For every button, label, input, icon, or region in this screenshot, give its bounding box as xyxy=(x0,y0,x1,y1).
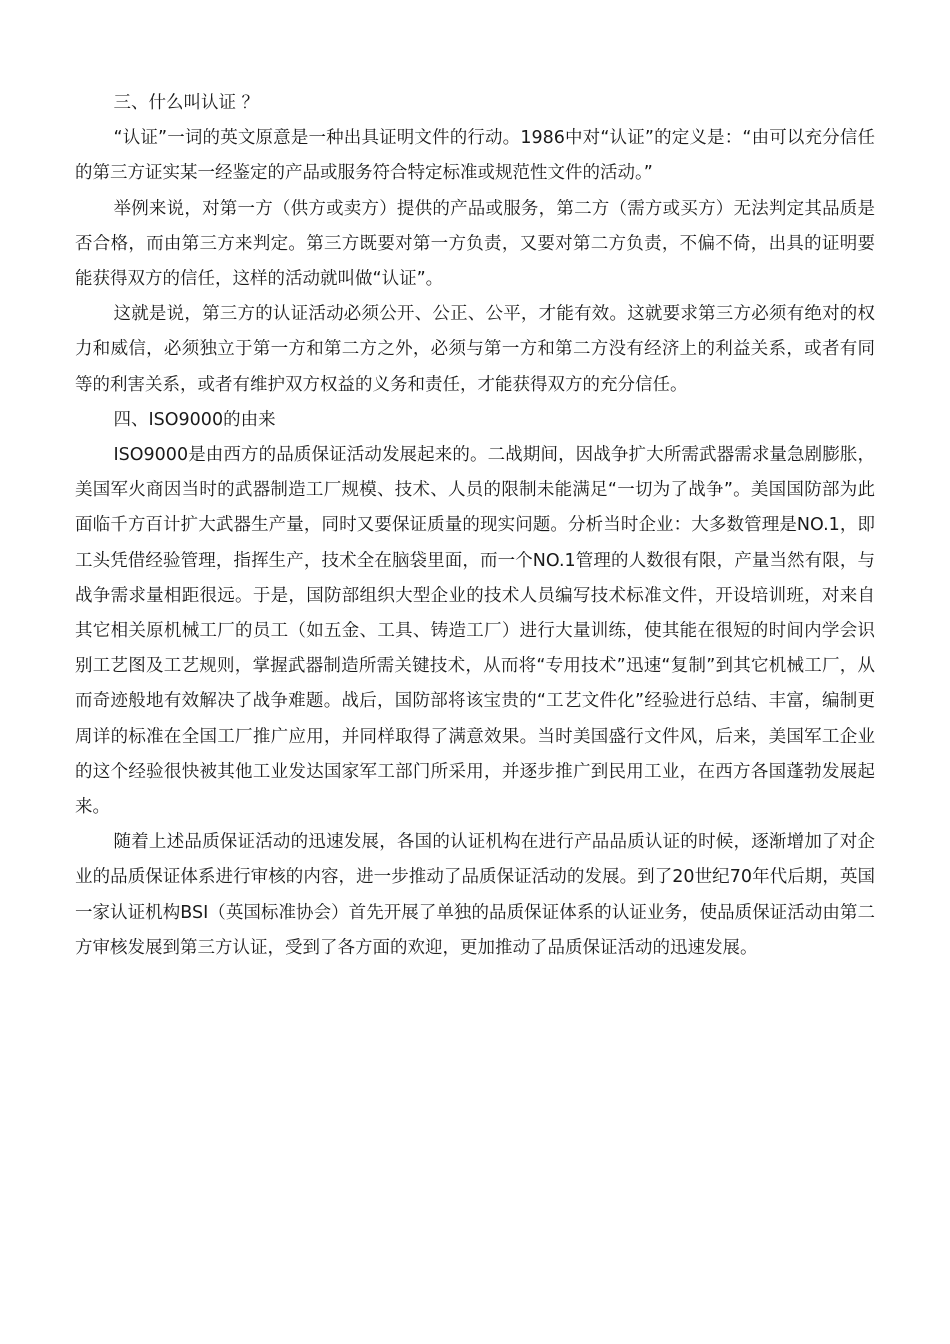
section-3-paragraph-1: “认证”一词的英文原意是一种出具证明文件的行动。1986中对“认证”的定义是：“由可以充分信任的第三方证实某一经鉴定的产品或服务符合特定标准或规范性文件的活动。” xyxy=(75,128,875,184)
section-4-paragraph-1: ISO9000是由西方的品质保证活动发展起来的。二战期间，因战争扩大所需武器需求量急剧膨胀，美国军火商因当时的武器制造工厂规模、技术、人员的限制未能满足“一切为了战争”。美国国防部为此面临千方百计扩大武器生产量，同时又要保证质量的现实问题。分析当时企业：大多数管理是NO.1，即工头凭借经验管理，指挥生产，技术全在脑袋里面，而一个NO.1管理的人数很有限，产量当然有限，与战争需求量相距很远。于是，国防部组织大型企业的技术人员编写技术标准文件，开设培训班，对来自其它相关原机械工厂的员工（如五金、工具、铸造工厂）进行大量训练，使其能在很短的时间内学会识别工艺图及工艺规则，掌握武器制造所需关键技术，从而将“专用技术”迅速“复制”到其它机械工厂，从而奇迹般地有效解决了战争难题。战后，国防部将该宝贵的“工艺文件化”经验进行总结、丰富，编制更周详的标准在全国工厂推广应用，并同样取得了满意效果。当时美国盛行文件风，后来，美国军工企业的这个经验很快被其他工业发达国家军工部门所采用，并逐步推广到民用工业，在西方各国蓬勃发展起来。 xyxy=(75,445,875,818)
section-3-paragraph-3: 这就是说，第三方的认证活动必须公开、公正、公平，才能有效。这就要求第三方必须有绝对的权力和威信，必须独立于第一方和第二方之外，必须与第一方和第二方没有经济上的利益关系，或者有同等的利害关系，或者有维护双方权益的义务和责任，才能获得双方的充分信任。 xyxy=(75,304,875,395)
document-page xyxy=(75,86,875,966)
section-3-paragraph-2: 举例来说，对第一方（供方或卖方）提供的产品或服务，第二方（需方或买方）无法判定其品质是否合格，而由第三方来判定。第三方既要对第一方负责，又要对第二方负责，不偏不倚，出具的证明要能获得双方的信任，这样的活动就叫做“认证”。 xyxy=(75,198,875,290)
section-3-heading: 三、什么叫认证 ？ xyxy=(113,93,260,113)
section-4-paragraph-2: 随着上述品质保证活动的迅速发展，各国的认证机构在进行产品品质认证的时候，逐渐增加了对企业的品质保证体系进行审核的内容，进一步推动了品质保证活动的发展。到了20世纪70年代后期，英国一家认证机构BSI（英国标准协会）首先开展了单独的品质保证体系的认证业务，使品质保证活动由第二方审核发展到第三方认证，受到了各方面的欢迎，更加推动了品质保证活动的迅速发展。 xyxy=(75,832,875,958)
section-4-heading: 四、ISO9000的由来 xyxy=(113,409,276,430)
